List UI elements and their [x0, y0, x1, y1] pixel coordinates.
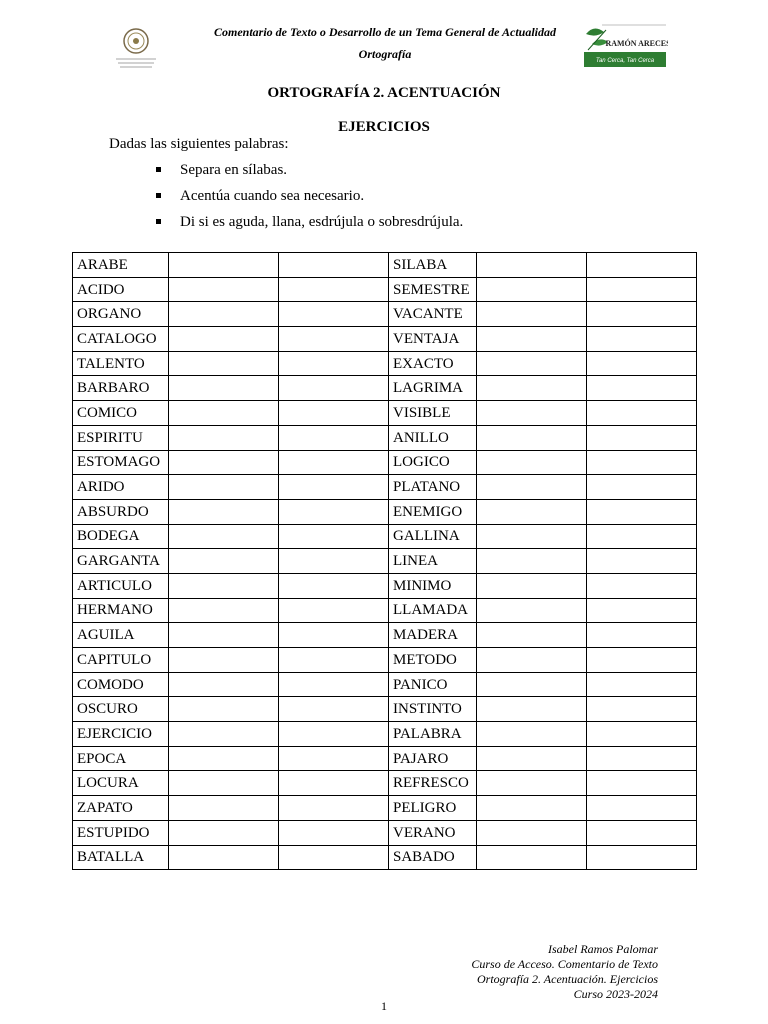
table-row: [73, 302, 697, 327]
footer: [471, 942, 658, 1002]
table-row: [73, 771, 697, 796]
word-cell: PALABRA: [389, 722, 477, 747]
instruction-item: [156, 212, 463, 238]
syllables-cell[interactable]: [169, 845, 279, 870]
classification-cell[interactable]: [279, 672, 389, 697]
classification-cell[interactable]: [587, 598, 697, 623]
words-table-body: [73, 253, 697, 870]
syllables-cell[interactable]: [169, 648, 279, 673]
classification-cell[interactable]: [587, 277, 697, 302]
word-cell: ANILLO: [389, 425, 477, 450]
word-cell: VISIBLE: [389, 401, 477, 426]
table-row: [73, 277, 697, 302]
syllables-cell[interactable]: [477, 549, 587, 574]
classification-cell[interactable]: [279, 475, 389, 500]
syllables-cell[interactable]: [477, 598, 587, 623]
table-row: [73, 450, 697, 475]
word-cell: ESTOMAGO: [73, 450, 169, 475]
classification-cell[interactable]: [279, 277, 389, 302]
syllables-cell[interactable]: [477, 623, 587, 648]
classification-cell[interactable]: [587, 450, 697, 475]
classification-cell[interactable]: [279, 623, 389, 648]
classification-cell[interactable]: [279, 796, 389, 821]
syllables-cell[interactable]: [477, 746, 587, 771]
syllables-cell[interactable]: [169, 450, 279, 475]
classification-cell[interactable]: [279, 598, 389, 623]
intro-text: Dadas las siguientes palabras:: [109, 136, 289, 152]
classification-cell[interactable]: [587, 524, 697, 549]
classification-cell[interactable]: [587, 327, 697, 352]
syllables-cell[interactable]: [169, 672, 279, 697]
word-cell: GARGANTA: [73, 549, 169, 574]
classification-cell[interactable]: [587, 351, 697, 376]
footer-author: Isabel Ramos Palomar: [548, 942, 658, 956]
classification-cell[interactable]: [587, 845, 697, 870]
word-cell: ABSURDO: [73, 499, 169, 524]
table-row: [73, 648, 697, 673]
syllables-cell[interactable]: [169, 475, 279, 500]
word-cell: SILABA: [389, 253, 477, 278]
word-cell: ESPIRITU: [73, 425, 169, 450]
syllables-cell[interactable]: [169, 499, 279, 524]
word-cell: EXACTO: [389, 351, 477, 376]
classification-cell[interactable]: [587, 648, 697, 673]
syllables-cell[interactable]: [169, 771, 279, 796]
word-cell: CAPITULO: [73, 648, 169, 673]
footer-course: Curso de Acceso. Comentario de Texto: [471, 957, 658, 971]
classification-cell[interactable]: [279, 771, 389, 796]
classification-cell[interactable]: [279, 820, 389, 845]
word-cell: PAJARO: [389, 746, 477, 771]
syllables-cell[interactable]: [169, 623, 279, 648]
classification-cell[interactable]: [279, 746, 389, 771]
word-cell: COMODO: [73, 672, 169, 697]
classification-cell[interactable]: [587, 253, 697, 278]
table-row: [73, 425, 697, 450]
classification-cell[interactable]: [587, 672, 697, 697]
word-cell: BARBARO: [73, 376, 169, 401]
syllables-cell[interactable]: [477, 722, 587, 747]
syllables-cell[interactable]: [477, 672, 587, 697]
classification-cell[interactable]: [279, 549, 389, 574]
table-row: [73, 573, 697, 598]
classification-cell[interactable]: [279, 573, 389, 598]
syllables-cell[interactable]: [477, 499, 587, 524]
table-row: [73, 796, 697, 821]
bullet-icon: [156, 193, 161, 198]
word-cell: LLAMADA: [389, 598, 477, 623]
classification-cell[interactable]: [587, 302, 697, 327]
footer-topic: Ortografía 2. Acentuación. Ejercicios: [477, 972, 658, 986]
instruction-item: [156, 160, 463, 186]
classification-cell[interactable]: [587, 623, 697, 648]
syllables-cell[interactable]: [477, 820, 587, 845]
word-cell: TALENTO: [73, 351, 169, 376]
table-row: [73, 697, 697, 722]
word-cell: REFRESCO: [389, 771, 477, 796]
table-row: [73, 746, 697, 771]
syllables-cell[interactable]: [477, 845, 587, 870]
table-row: [73, 499, 697, 524]
word-cell: ARABE: [73, 253, 169, 278]
classification-cell[interactable]: [279, 845, 389, 870]
word-cell: ENEMIGO: [389, 499, 477, 524]
word-cell: EJERCICIO: [73, 722, 169, 747]
table-row: [73, 376, 697, 401]
syllables-cell[interactable]: [169, 277, 279, 302]
classification-cell[interactable]: [587, 722, 697, 747]
syllables-cell[interactable]: [169, 425, 279, 450]
word-cell: EPOCA: [73, 746, 169, 771]
syllables-cell[interactable]: [169, 401, 279, 426]
classification-cell[interactable]: [587, 746, 697, 771]
classification-cell[interactable]: [587, 771, 697, 796]
table-row: [73, 845, 697, 870]
word-cell: GALLINA: [389, 524, 477, 549]
classification-cell[interactable]: [587, 499, 697, 524]
syllables-cell[interactable]: [477, 253, 587, 278]
syllables-cell[interactable]: [169, 722, 279, 747]
word-cell: PELIGRO: [389, 796, 477, 821]
word-cell: METODO: [389, 648, 477, 673]
syllables-cell[interactable]: [169, 549, 279, 574]
syllables-cell[interactable]: [477, 401, 587, 426]
table-row: [73, 351, 697, 376]
syllables-cell[interactable]: [169, 327, 279, 352]
classification-cell[interactable]: [587, 425, 697, 450]
classification-cell[interactable]: [279, 401, 389, 426]
table-row: [73, 623, 697, 648]
syllables-cell[interactable]: [169, 820, 279, 845]
classification-cell[interactable]: [587, 697, 697, 722]
syllables-cell[interactable]: [169, 598, 279, 623]
word-cell: ACIDO: [73, 277, 169, 302]
syllables-cell[interactable]: [169, 351, 279, 376]
word-cell: HERMANO: [73, 598, 169, 623]
svg-text:RAMÓN ARECES: RAMÓN ARECES: [605, 39, 668, 48]
word-cell: BODEGA: [73, 524, 169, 549]
table-row: [73, 598, 697, 623]
classification-cell[interactable]: [279, 499, 389, 524]
word-cell: LOCURA: [73, 771, 169, 796]
word-cell: ARIDO: [73, 475, 169, 500]
syllables-cell[interactable]: [169, 796, 279, 821]
word-cell: LAGRIMA: [389, 376, 477, 401]
footer-year: Curso 2023-2024: [573, 987, 658, 1001]
word-cell: COMICO: [73, 401, 169, 426]
syllables-cell[interactable]: [169, 746, 279, 771]
word-cell: AGUILA: [73, 623, 169, 648]
classification-cell[interactable]: [587, 796, 697, 821]
page-number: 1: [381, 999, 387, 1013]
syllables-cell[interactable]: [169, 697, 279, 722]
bullet-icon: [156, 219, 161, 224]
instructions-list: [156, 160, 463, 238]
word-cell: LINEA: [389, 549, 477, 574]
syllables-cell[interactable]: [477, 351, 587, 376]
word-cell: LOGICO: [389, 450, 477, 475]
classification-cell[interactable]: [587, 573, 697, 598]
word-cell: CATALOGO: [73, 327, 169, 352]
syllables-cell[interactable]: [169, 376, 279, 401]
syllables-cell[interactable]: [477, 697, 587, 722]
classification-cell[interactable]: [279, 302, 389, 327]
word-cell: VERANO: [389, 820, 477, 845]
word-cell: BATALLA: [73, 845, 169, 870]
instruction-item: [156, 186, 463, 212]
table-row: [73, 253, 697, 278]
classification-cell[interactable]: [279, 450, 389, 475]
syllables-cell[interactable]: [477, 648, 587, 673]
classification-cell[interactable]: [587, 475, 697, 500]
word-cell: PLATANO: [389, 475, 477, 500]
classification-cell[interactable]: [587, 820, 697, 845]
section-title: EJERCICIOS: [338, 119, 430, 135]
classification-cell[interactable]: [587, 401, 697, 426]
instruction-text: Acentúa cuando sea necesario.: [180, 188, 365, 204]
syllables-cell[interactable]: [477, 771, 587, 796]
classification-cell[interactable]: [279, 648, 389, 673]
syllables-cell[interactable]: [169, 302, 279, 327]
word-cell: VENTAJA: [389, 327, 477, 352]
word-cell: MINIMO: [389, 573, 477, 598]
table-row: [73, 722, 697, 747]
syllables-cell[interactable]: [477, 475, 587, 500]
word-cell: PANICO: [389, 672, 477, 697]
instruction-text: Separa en sílabas.: [180, 162, 288, 178]
word-cell: SEMESTRE: [389, 277, 477, 302]
classification-cell[interactable]: [587, 549, 697, 574]
classification-cell[interactable]: [279, 425, 389, 450]
word-cell: SABADO: [389, 845, 477, 870]
syllables-cell[interactable]: [477, 524, 587, 549]
word-cell: MADERA: [389, 623, 477, 648]
classification-cell[interactable]: [279, 524, 389, 549]
table-row: [73, 327, 697, 352]
word-cell: INSTINTO: [389, 697, 477, 722]
classification-cell[interactable]: [279, 351, 389, 376]
classification-cell[interactable]: [279, 253, 389, 278]
header-subject: Ortografía: [358, 47, 412, 61]
word-cell: ORGANO: [73, 302, 169, 327]
table-row: [73, 672, 697, 697]
instruction-text: Di si es aguda, llana, esdrújula o sobresdrújula.: [180, 214, 464, 230]
syllables-cell[interactable]: [477, 573, 587, 598]
classification-cell[interactable]: [279, 697, 389, 722]
table-row: [73, 401, 697, 426]
bullet-icon: [156, 167, 161, 172]
table-row: [73, 475, 697, 500]
classification-cell[interactable]: [587, 376, 697, 401]
syllables-cell[interactable]: [477, 796, 587, 821]
word-cell: OSCURO: [73, 697, 169, 722]
page-title: ORTOGRAFÍA 2. ACENTUACIÓN: [267, 85, 501, 101]
classification-cell[interactable]: [279, 722, 389, 747]
table-row: [73, 820, 697, 845]
classification-cell[interactable]: [279, 327, 389, 352]
table-row: [73, 549, 697, 574]
syllables-cell[interactable]: [169, 253, 279, 278]
words-table: [72, 252, 697, 870]
classification-cell[interactable]: [279, 376, 389, 401]
syllables-cell[interactable]: [477, 425, 587, 450]
word-cell: VACANTE: [389, 302, 477, 327]
word-cell: ARTICULO: [73, 573, 169, 598]
word-cell: ESTUPIDO: [73, 820, 169, 845]
syllables-cell[interactable]: [477, 450, 587, 475]
syllables-cell[interactable]: [477, 277, 587, 302]
syllables-cell[interactable]: [169, 524, 279, 549]
table-row: [73, 524, 697, 549]
syllables-cell[interactable]: [477, 376, 587, 401]
word-cell: ZAPATO: [73, 796, 169, 821]
syllables-cell[interactable]: [477, 302, 587, 327]
syllables-cell[interactable]: [169, 573, 279, 598]
header-title: Comentario de Texto o Desarrollo de un Tema General de Actualidad: [213, 25, 556, 39]
syllables-cell[interactable]: [477, 327, 587, 352]
svg-text:Tan Cerca, Tan Cerca: Tan Cerca, Tan Cerca: [595, 58, 655, 64]
